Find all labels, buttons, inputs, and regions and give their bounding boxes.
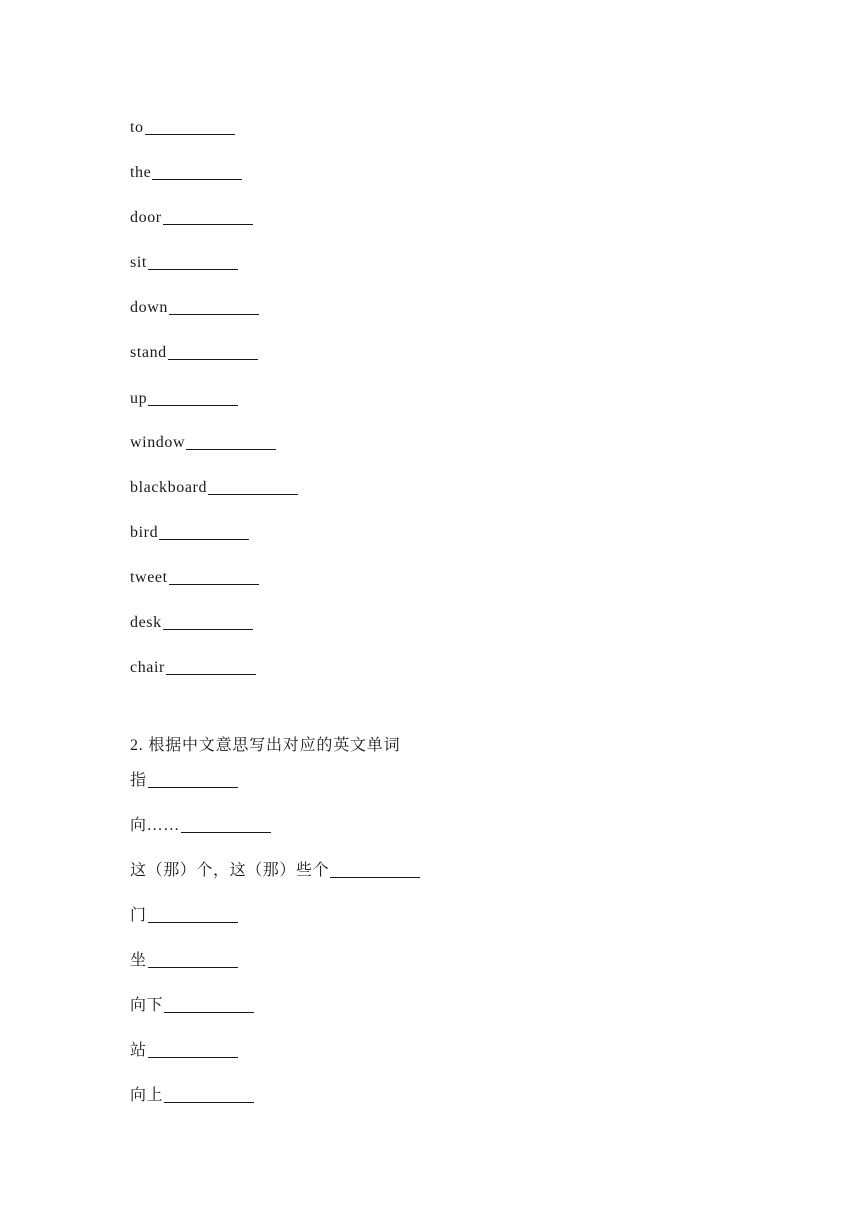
answer-blank[interactable]	[152, 178, 242, 180]
vocab-line	[130, 389, 238, 409]
answer-blank[interactable]	[166, 673, 256, 675]
answer-blank[interactable]	[148, 921, 238, 923]
answer-blank[interactable]	[330, 876, 420, 878]
vocab-line	[130, 771, 238, 791]
answer-blank[interactable]	[163, 223, 253, 225]
answer-blank[interactable]	[208, 493, 298, 495]
answer-blank[interactable]	[181, 831, 271, 833]
vocab-line	[130, 298, 259, 318]
answer-blank[interactable]	[148, 268, 238, 270]
answer-blank[interactable]	[148, 1056, 238, 1058]
vocab-line	[130, 816, 271, 836]
vocab-word: desk	[130, 614, 162, 631]
vocab-line	[130, 1041, 238, 1061]
vocab-word: up	[130, 390, 148, 407]
vocab-line	[130, 253, 238, 273]
vocab-word: 门	[130, 907, 147, 924]
vocab-word: to	[130, 119, 144, 136]
vocab-line	[130, 951, 238, 971]
answer-blank[interactable]	[164, 1101, 254, 1103]
vocab-word: stand	[130, 344, 167, 361]
vocab-line	[130, 208, 253, 228]
vocab-line	[130, 613, 253, 633]
vocab-line	[130, 658, 256, 678]
vocab-line	[130, 478, 298, 498]
vocab-line	[130, 906, 238, 926]
answer-blank[interactable]	[164, 1011, 254, 1013]
vocab-word: blackboard	[130, 479, 208, 496]
vocab-word: tweet	[130, 569, 168, 586]
vocab-line	[130, 118, 235, 138]
vocab-word: sit	[130, 254, 147, 271]
answer-blank[interactable]	[148, 966, 238, 968]
vocab-line	[130, 568, 259, 588]
vocab-line	[130, 523, 249, 543]
vocab-line	[130, 996, 254, 1016]
vocab-word: bird	[130, 524, 159, 541]
vocab-word: 指	[130, 772, 147, 789]
vocab-word: chair	[130, 659, 165, 676]
answer-blank[interactable]	[186, 448, 276, 450]
vocab-word: the	[130, 164, 152, 181]
vocab-word: window	[130, 434, 186, 451]
vocab-word: 向上	[130, 1087, 164, 1104]
answer-blank[interactable]	[169, 313, 259, 315]
answer-blank[interactable]	[169, 583, 259, 585]
vocab-word: 向下	[130, 997, 164, 1014]
vocab-line	[130, 433, 276, 453]
vocab-line	[130, 343, 258, 363]
vocab-word: down	[130, 299, 168, 316]
answer-blank[interactable]	[163, 628, 253, 630]
answer-blank[interactable]	[145, 133, 235, 135]
answer-blank[interactable]	[148, 786, 238, 788]
answer-blank[interactable]	[168, 358, 258, 360]
vocab-word: 向……	[130, 817, 180, 834]
vocab-line	[130, 861, 420, 881]
vocab-word: 坐	[130, 952, 147, 969]
answer-blank[interactable]	[159, 538, 249, 540]
vocab-line	[130, 1086, 254, 1106]
vocab-line	[130, 163, 242, 183]
vocab-word: door	[130, 209, 162, 226]
vocab-word: 这（那）个，这（那）些个	[130, 862, 330, 879]
section-heading: 2. 根据中文意思写出对应的英文单词	[130, 737, 401, 754]
answer-blank[interactable]	[148, 404, 238, 406]
vocab-word: 站	[130, 1042, 147, 1059]
